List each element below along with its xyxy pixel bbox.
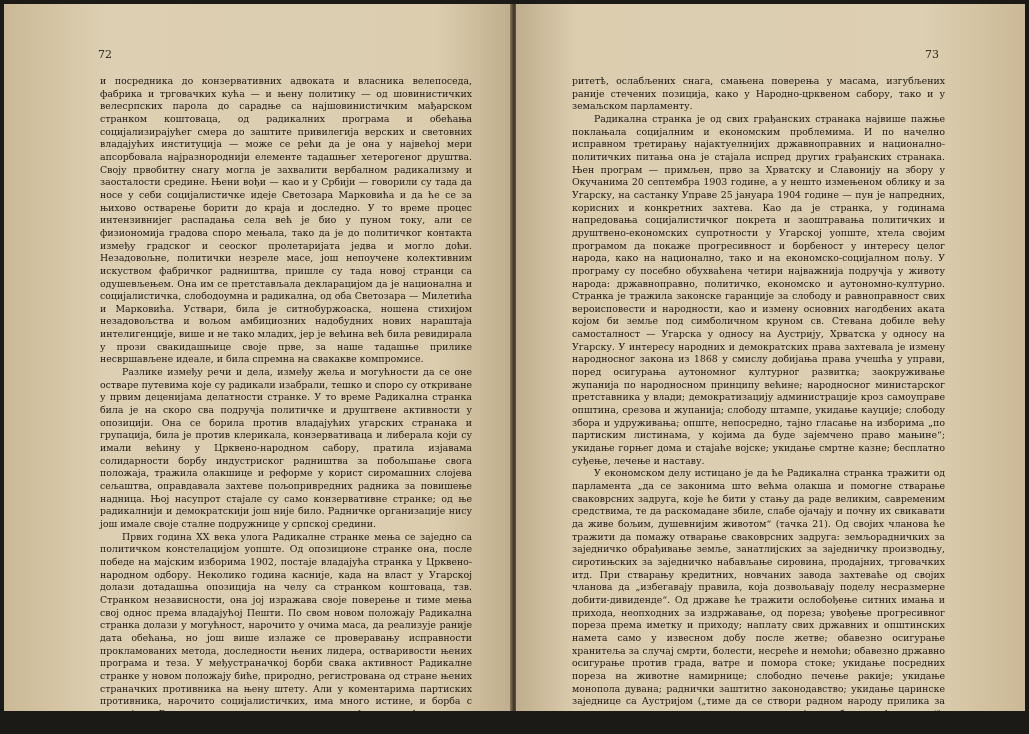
page-number-right: 73 — [925, 48, 939, 61]
paragraph: У економском делу истицано је да ће Радикална странка тражити од парламента „да се законима што већма олакша и помогне стварање сваковрсних задруга, које ће бити у стању да раде великим, савременим средствима, те да раскомадане збиле, слабе ојачају и почну их свикавати да живе бољим, душевнијим животом“ (тачка 21). Од својих чланова ће тражити да помажу отварање сваковрсних задруга: земљорадничких за заједничко обрађивање земље, занатлијских за заједничку производњу, сиротињских за заједничко набављање сировина, продајних, трговачких итд. При стварању кредитних, новчаних завода захтеваће од својих чланова да „избегавају правила, која дозвољавају поделу несразмерне добити-дивиденде“. Од државе ће тражити ослобођење ситних имања и прихода, неопходних за издржавање, од пореза; увођење прогресивног пореза према иметку и приходу; наплату свих државних и општинских намета само у извесном добу после жетве; обавезно осигурање хранитеља за случај смрти, болести, несреће и немоћи; обавезно државно осигурање против града, ватре и помора стоке; укидање посредних пореза на животне намирнице; слободно печење ракије; укидање монопола дувана; раднички заштитно законодавство; укидање царинске заједнице са Аустријом („тиме да се створи радном народу прилика за рад и заслугу, те да не мора напуштати своју отаџбину и ићи у свет“); помагање поди- — [572, 468, 945, 733]
book-spread — [4, 4, 1025, 733]
left-page-text — [100, 76, 472, 734]
paragraph: и посредника до конзервативних адвоката и власника велепоседа, фабрика и трговачких кућа — и њену политику — од шовинистичких велесрпских парола до сарадње са најшовинистичким мађарском странком коштоваца, од радикалних програма и обећања социјализирајућег смера до заштите привилегија верских и световних владајућих институција — може се рећи да је она у највећој мери апсорбовала најразнороднији елементе тадашњег хетерогеног друштва. Своју првобитну снагу могла је захвалити вербалном радикализму и заосталости средине. Њени вођи — као и у Србији — говорили су тада да носе у себи социјалистичке идеје Светозара Марковића и да ће се за њихово остварење борити до краја и доследно. У то време процес интензивнијег распадања села већ је био у пуном току, али се физиономија градова споро мењала, тако да је до политичког контакта између градског и сеоског пролетаријата једва и могло доћи. Незадовољне, политички незреле масе, још непоучене колективним искуством фабричког радништва, пришле су тада новој странци са одушевљењем. Она им се претстављала декларацијом да је национална и социјалистичка, слободоумна и радикална, од оба Светозара — Милетића и Марковића. Уствари, била је ситнобуржоаска, ношена стихијом незадовољства и вољом амбициозних надобудних нових нараштаја интелигенције, више и не тако младих, јер је већина већ била ревидирала у прози свакидашњице своје прве, за наше тадашње прилике несвршављене идеале, и била спремна на свакакве компромисе. — [100, 76, 472, 366]
page-number-left: 72 — [98, 48, 112, 61]
paragraph: Радикална странка је од свих грађанских странака највише пажње поклањала социјалним и економским проблемима. И по начелно исправном третирању најактуелнијих државноправних и национално-политичких питања она је стајала испред других грађанских странака. Њен програм — примљен, прво за Хрватску и Славонију на збору у Окучанима 20 септембра 1903 године, а у нешто измењеном облику и за Угарску, на састанку Управе 25 јануара 1904 године — пун је напредних, корисних и конкретних захтева. Као да је странка, у годинама напредовања социјалистичког покрета и заоштравања политичких и друштвено-економских супротности у Угарској уопште, хтела својим програмом да покаже прогресивност и борбеност у интересу целог народа, како на национално, тако и на економско-социјалном пољу. У програму су посебно обухваћена четири најважнија подручја у животу народа: државноправно, политичко, економско и аутономно-културно. Странка је тражила законске гаранције за слободу и равноправност свих вероисповести и народности, као и измену основних нагодбених аката којом би земље под симболичном круном св. Стевана добиле већу самосталност — Угарска у односу на Аустрију, Хрватска у односу на Угарску. У интересу народних и демократских права захтевала је измену народносног закона из 1868 у смислу добијања права учешћа у управи, поред осигурања аутономног културног развитка; заокруживање жупанија по народносном принципу већине; народносног министарског претставника у влади; демократизацију администрације кроз самоуправе општина, срезова и жупанија; слободу штампе, укидање кауције; слободу збора и удруживања; опште, непосредно, тајно гласање на изборима „по партиским листинама, у којима да буде зајемчено право мањине“; укидање горњег дома и стајаће војске; укидање смртне казне; бесплатно суђење, лечење и наставу. — [572, 113, 945, 467]
paragraph: Разлике између речи и дела, између жеља и могућности да се оне остваре путевима које су радикали изабрали, тешко и споро су откриване у првим деценијама делатности странке. У то време Радикална странка била је на скоро сва подручја политичке и друштвене активности у опозицији. Она се борила против владајућих угарских странака и групација, била је против клерикала, конзервативаца и либерала који су имали већину у Црквено-народном сабору, пратила изјавама солидарности борбу индустриског радништва за побољшање свога положаја, тражила олакшице и реформе у корист сиромашних слојева сељаштва, оправдавала захтеве пољопривредних радника за повишење надница. Њој насупрот стајале су само конзервативне странке; од ње радикалнији и демократскији још није било. Радничке организације нису још имале своје сталне подружнице у српској средини. — [100, 367, 472, 530]
right-page — [516, 4, 1025, 733]
paragraph: Првих година XX века улога Радикалне странке мења се заједно са политичком констелацијом уопште. Од опозиционе странке она, после победе на мајским изборима 1902, постаје владајућа странка у Црквено-народном одбору. Неколико година касније, када на власт у Угарској долази дотадашња опозиција на челу са странком коштоваца, тзв. Странком независности, она јој изражава своје поверење и тиме мења свој однос према владајућој Пешти. По свом новом положају Радикална странка долази у могућност, нарочито у очима маса, да реализује раније дата обећања, но још више излаже се проверавању исправности прокламованих метода, доследности њених лидера, остваривости њених програма и теза. У међустраначкој борби свака активност Радикалне странке у новом положају биће, природно, регистрована од стране њених страначких противника на њену штету. Али у коментарима партиских противника, нарочито социјалистичких, има много истине, и борба с њима је за Радикалну странку врло тешка; из ње ће она изаћи окрњена ауто- — [100, 531, 472, 733]
left-page — [4, 4, 512, 733]
right-page-text — [572, 76, 945, 734]
paragraph: ритетѣ, ослабљених снага, смањена поверења у масама, изгубљених раније стечених позиција, како у Народно-црквеном сабору, тако и у земаљском парламенту. — [572, 76, 945, 113]
